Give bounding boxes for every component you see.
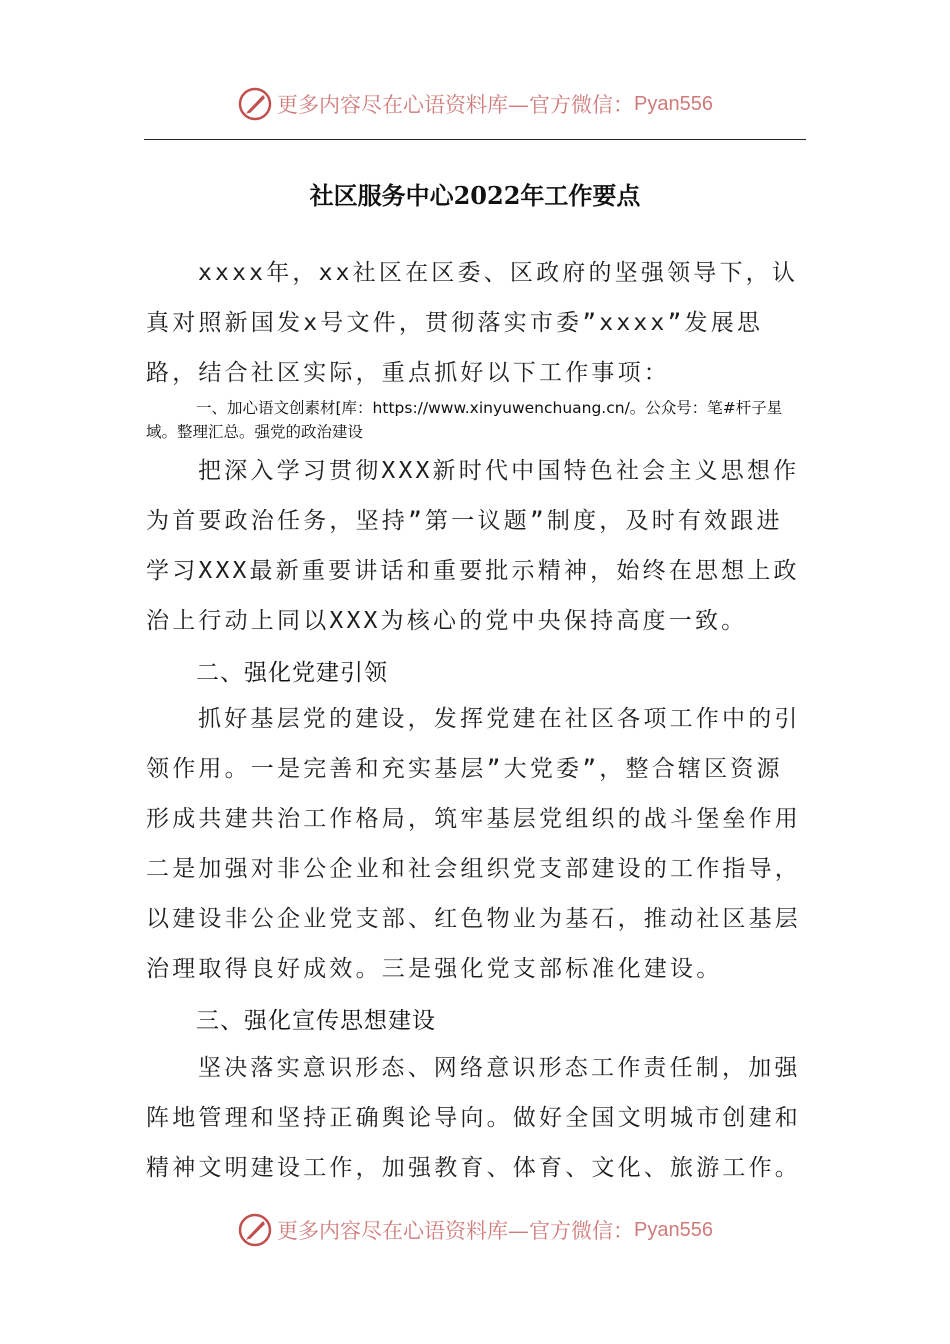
banner-wechat-id: Pyan556 <box>634 92 713 115</box>
section2-heading: 二、强化党建引领 <box>196 660 388 686</box>
section1-heading: 一、加心语文创素材[库：https://www.xinyuwenchuang.cn/。公众号：笔#杆子星域。整理汇总。强党的政治建设 <box>146 399 783 441</box>
footer-watermark-banner <box>0 1210 950 1250</box>
quill-logo-icon <box>237 1212 273 1248</box>
banner-wechat-id: Pyan556 <box>634 1218 713 1241</box>
section2-body: 抓好基层党的建设，发挥党建在社区各项工作中的引领作用。一是完善和充实基层”大党委”，整合辖区资源形成共建共治工作格局，筑牢基层党组织的战斗堡垒作用二是加强对非公企业和社会组织党支部建设的工作指导，以建设非公企业党支部、红色物业为基石，推动社区基层治理取得良好成效。三是强化党支部标准化建设。 <box>146 706 801 982</box>
quill-logo-icon <box>237 86 273 122</box>
header-watermark-banner <box>0 84 950 124</box>
section3-heading: 三、强化宣传思想建设 <box>196 1008 436 1034</box>
section1-body: 把深入学习贯彻XXX新时代中国特色社会主义思想作为首要政治任务，坚持”第一议题”制度，及时有效跟进学习XXX最新重要讲话和重要批示精神，始终在思想上政治上行动上同以XXX为核心的党中央保持高度一致。 <box>146 458 800 634</box>
page-title: 社区服务中心2022年工作要点 <box>309 181 641 210</box>
header-divider <box>144 139 806 140</box>
banner-text: 更多内容尽在心语资料库—官方微信： <box>277 1219 635 1243</box>
section3-body: 坚决落实意识形态、网络意识形态工作责任制，加强阵地管理和坚持正确舆论导向。做好全国文明城市创建和精神文明建设工作，加强教育、体育、文化、旅游工作。 <box>146 1055 801 1181</box>
intro-paragraph: xxxx年，xx社区在区委、区政府的坚强领导下，认真对照新国发x号文件，贯彻落实市委”xxxx”发展思路，结合社区实际，重点抓好以下工作事项： <box>146 260 799 386</box>
banner-text: 更多内容尽在心语资料库—官方微信： <box>277 93 635 117</box>
